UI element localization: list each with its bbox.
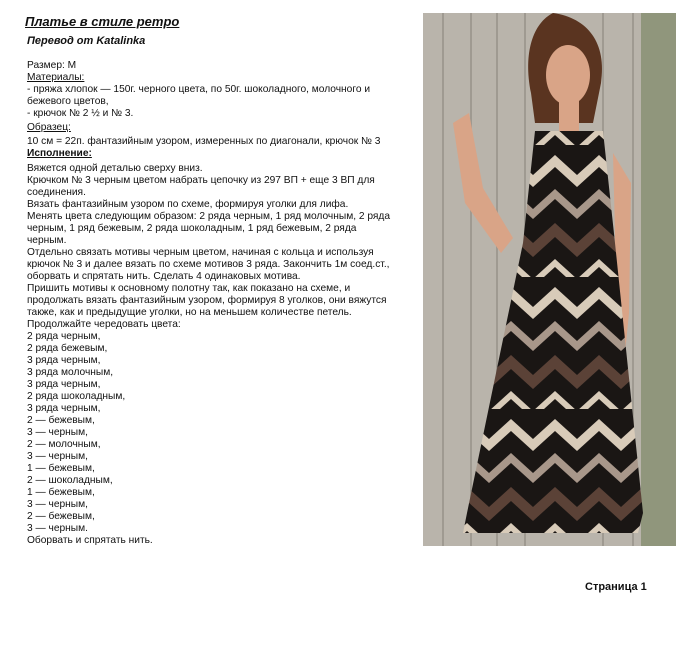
execution-line: также, как и предыдущие уголки, но на меньшем количестве петель. bbox=[27, 307, 352, 318]
execution-line: Менять цвета следующим образом: 2 ряда черным, 1 ряд молочным, 2 ряда bbox=[27, 211, 391, 222]
execution-line: Отдельно связать мотивы черным цветом, начиная с кольца и используя bbox=[27, 247, 374, 258]
execution-line: 3 — черным, bbox=[27, 427, 88, 438]
face bbox=[546, 45, 590, 105]
execution-line: 2 — бежевым, bbox=[27, 415, 95, 426]
execution-line: 3 ряда молочным, bbox=[27, 367, 114, 378]
gauge-text: 10 см = 22п. фантазийным узором, измеренных по диагонали, крючок № 3 bbox=[27, 136, 381, 147]
execution-line: 1 — бежевым, bbox=[27, 487, 95, 498]
execution-line: 3 — черным. bbox=[27, 523, 88, 534]
execution-line: черным. bbox=[27, 235, 67, 246]
execution-line: Пришить мотивы к основному полотну так, как показано на схеме, и bbox=[27, 283, 351, 294]
document-title: Платье в стиле ретро bbox=[25, 14, 180, 29]
execution-line: Крючком № 3 черным цветом набрать цепочку из 297 ВП + еще 3 ВП для bbox=[27, 175, 375, 186]
execution-line: продолжать вязать фантазийным узором, формируя 8 уголков, они вяжутся bbox=[27, 295, 387, 306]
execution-line: 2 — бежевым, bbox=[27, 511, 95, 522]
materials-item: - пряжа хлопок — 150г. черного цвета, по 50г. шоколадного, молочного и bbox=[27, 84, 371, 95]
execution-lines bbox=[27, 163, 417, 547]
execution-line: 3 ряда черным, bbox=[27, 403, 101, 414]
execution-line: оборвать и спрятать нить. Сделать 4 одинаковых мотива. bbox=[27, 271, 301, 282]
materials-list bbox=[27, 84, 417, 120]
dress-photo bbox=[423, 13, 676, 546]
execution-line: 1 — бежевым, bbox=[27, 463, 95, 474]
materials-item: - крючок № 2 ½ и № 3. bbox=[27, 108, 134, 119]
execution-line: 3 — черным, bbox=[27, 499, 88, 510]
execution-line: черным, 1 ряд бежевым, 2 ряда шоколадным, 1 ряд бежевым, 2 ряда bbox=[27, 223, 357, 234]
execution-line: Оборвать и спрятать нить. bbox=[27, 535, 153, 546]
neck bbox=[559, 101, 579, 131]
execution-line: 2 — шоколадным, bbox=[27, 475, 113, 486]
materials-heading: Материалы: bbox=[27, 72, 85, 83]
execution-line: 2 — молочным, bbox=[27, 439, 101, 450]
execution-line: соединения. bbox=[27, 187, 86, 198]
gauge-heading: Образец: bbox=[27, 122, 71, 133]
pattern-text bbox=[27, 60, 417, 547]
page-number: Страница 1 bbox=[585, 581, 647, 593]
execution-line: 2 ряда черным, bbox=[27, 331, 101, 342]
execution-line: Вяжется одной деталью сверху вниз. bbox=[27, 163, 203, 174]
materials-item: бежевого цветов, bbox=[27, 96, 109, 107]
execution-line: крючок № 3 и далее вязать по схеме мотивов 3 ряда. Закончить 1м соед.ст., bbox=[27, 259, 390, 270]
execution-line: 2 ряда шоколадным, bbox=[27, 391, 126, 402]
foliage bbox=[641, 13, 676, 546]
size-line: Размер: М bbox=[27, 60, 77, 71]
translator-credit: Перевод от Katalinka bbox=[27, 35, 146, 47]
execution-line: 3 — черным, bbox=[27, 451, 88, 462]
execution-line: Продолжайте чередовать цвета: bbox=[27, 319, 181, 330]
execution-line: 3 ряда черным, bbox=[27, 355, 101, 366]
execution-heading: Исполнение: bbox=[27, 148, 92, 159]
execution-line: 3 ряда черным, bbox=[27, 379, 101, 390]
execution-line: 2 ряда бежевым, bbox=[27, 343, 108, 354]
execution-line: Вязать фантазийным узором по схеме, формируя уголки для лифа. bbox=[27, 199, 349, 210]
